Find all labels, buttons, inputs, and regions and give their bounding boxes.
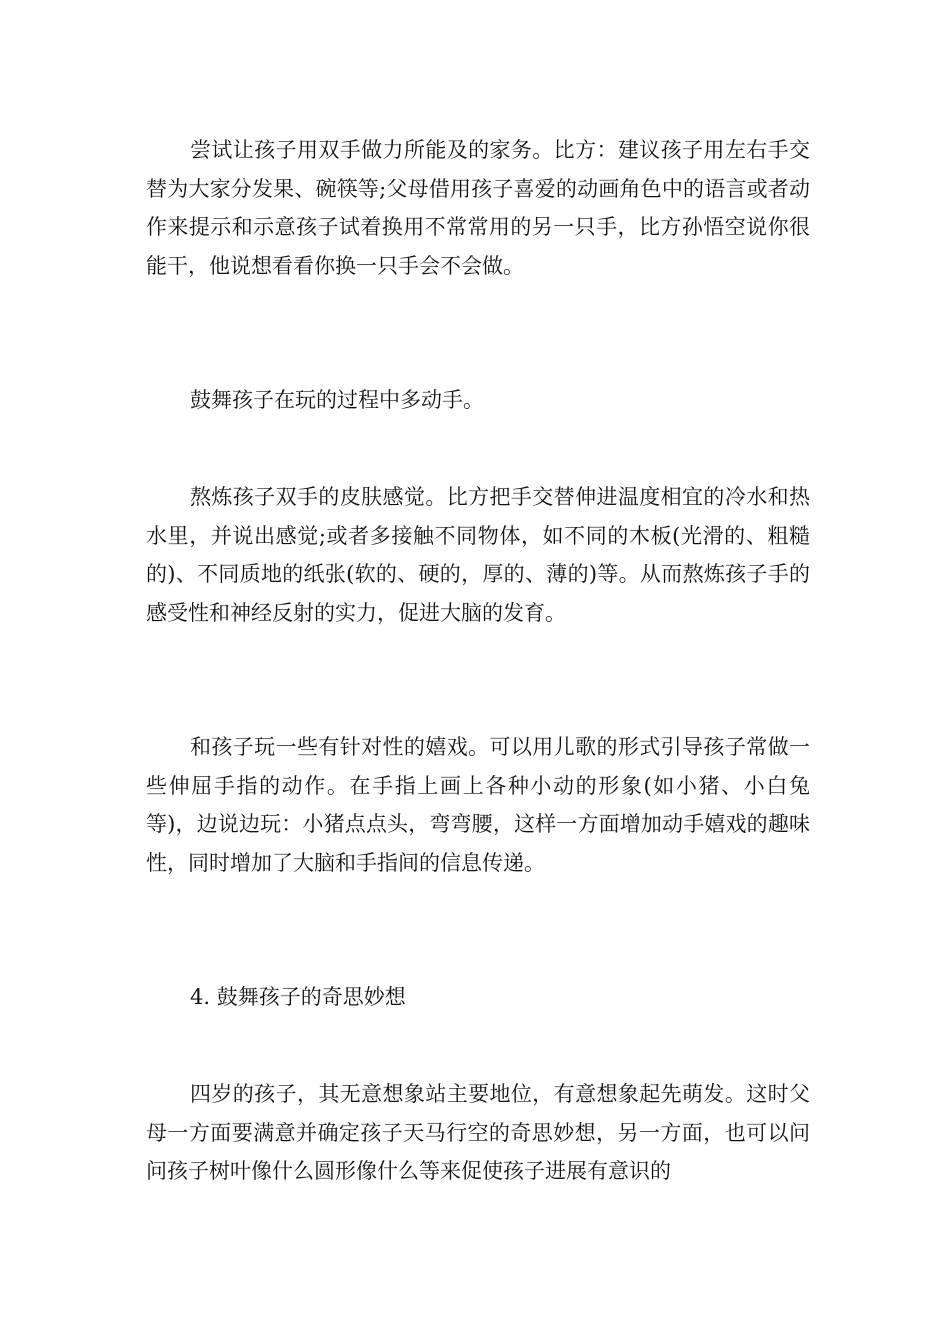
paragraph-encourage-hands-on: 鼓舞孩子在玩的过程中多动手。 <box>190 388 484 412</box>
section-heading-imagination: 4. 鼓舞孩子的奇思妙想 <box>190 985 406 1009</box>
paragraph-imagination: 四岁的孩子，其无意想象站主要地位，有意想象起先萌发。这时父母一方面要满意并确定孩子天马行空的奇思妙想，另一方面，也可以问问孩子树叶像什么圆形像什么等来促使孩子进展有意识的 <box>146 1082 810 1184</box>
paragraph-skin-sensation: 熬炼孩子双手的皮肤感觉。比方把手交替伸进温度相宜的冷水和热水里，并说出感觉;或者多接触不同物体，如不同的木板(光滑的、粗糙的)、不同质地的纸张(软的、硬的，厚的、薄的)等。从而熬炼孩子手的感受性和神经反射的实力，促进大脑的发育。 <box>146 485 810 625</box>
paragraph-finger-games: 和孩子玩一些有针对性的嬉戏。可以用儿歌的形式引导孩子常做一些伸屈手指的动作。在手指上画上各种小动的形象(如小猪、小白兔等)，边说边玩：小猪点点头，弯弯腰，这样一方面增加动手嬉戏的趣味性，同时增加了大脑和手指间的信息传递。 <box>146 735 810 875</box>
paragraph-housework: 尝试让孩子用双手做力所能及的家务。比方：建议孩子用左右手交替为大家分发果、碗筷等;父母借用孩子喜爱的动画角色中的语言或者动作来提示和示意孩子试着换用不常常用的另一只手，比方孙悟空说你很能干，他说想看看你换一只手会不会做。 <box>146 138 810 278</box>
